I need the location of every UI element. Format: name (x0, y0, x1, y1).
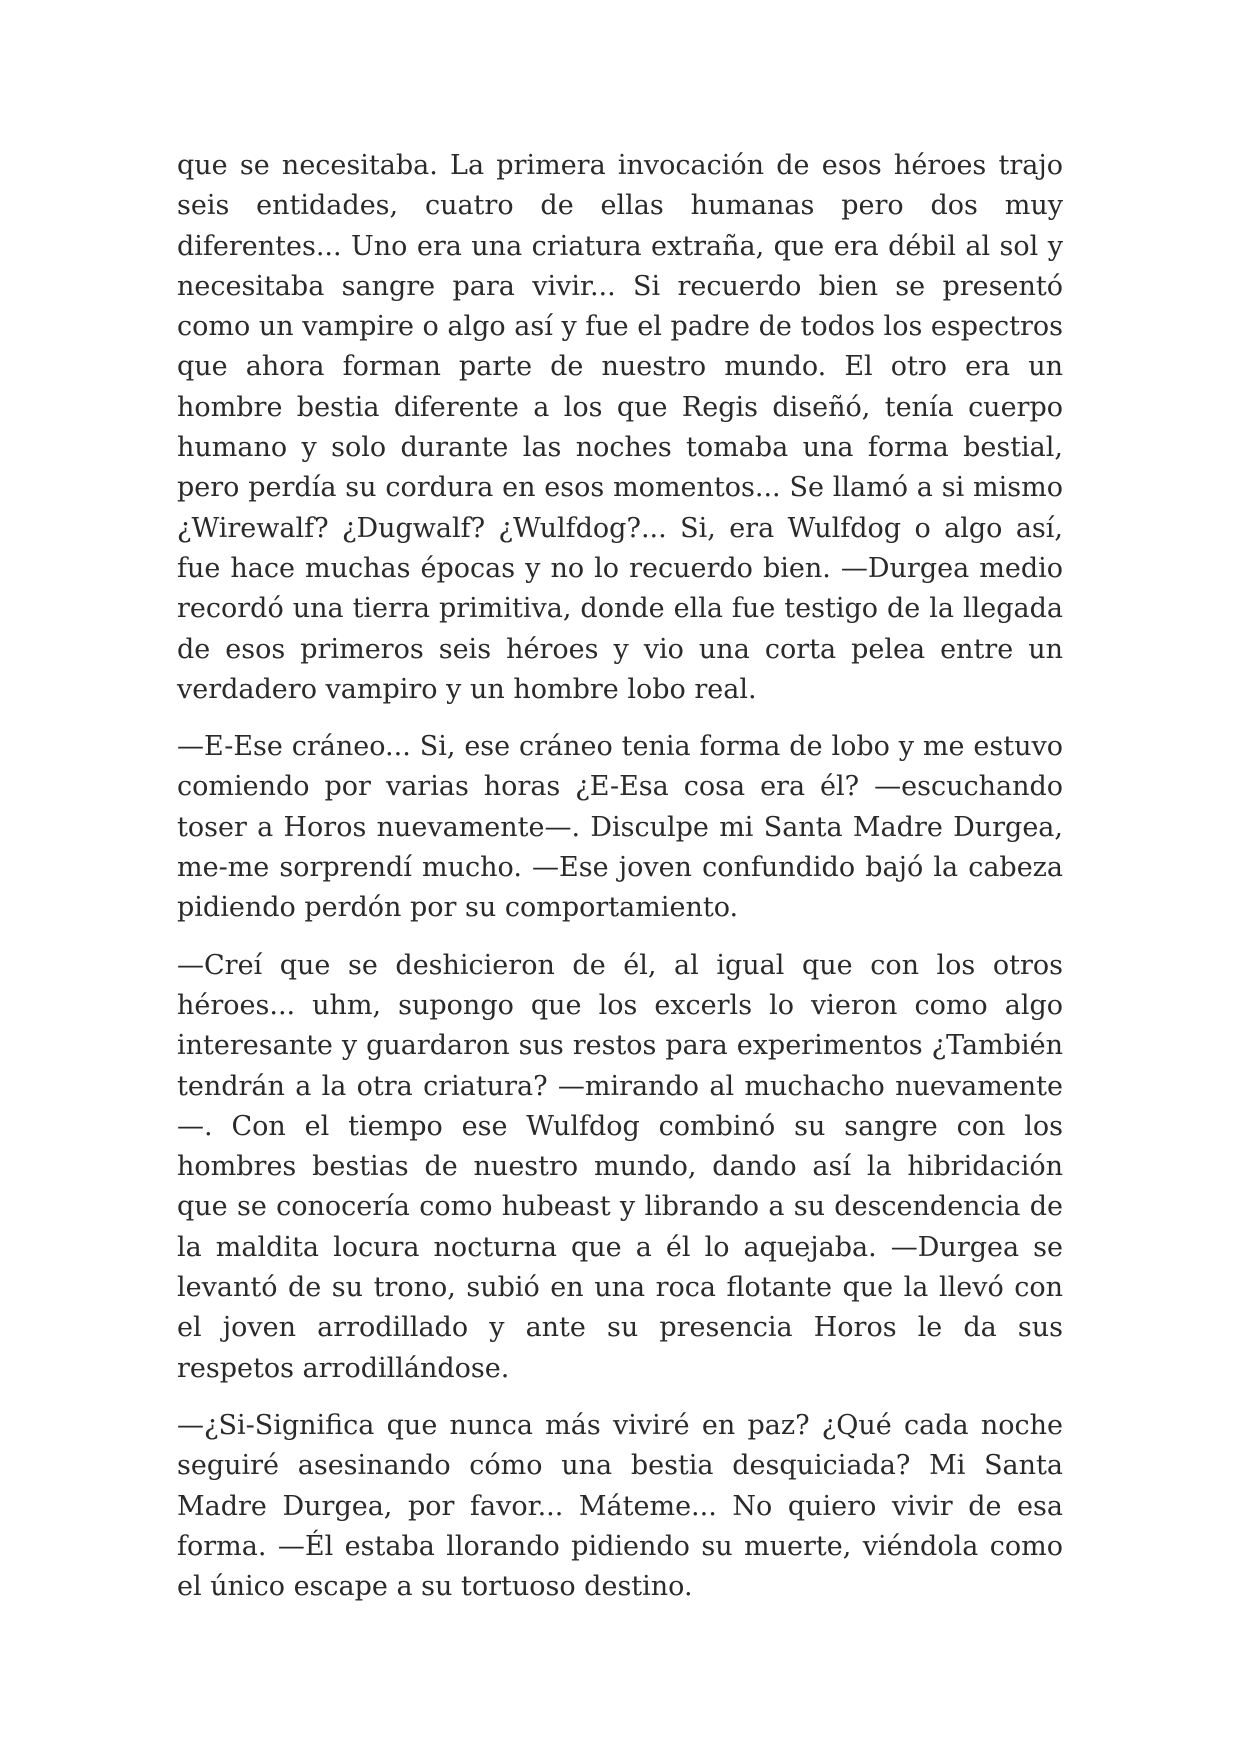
body-text (177, 146, 1063, 1624)
paragraph-3: —Creí que se deshicieron de él, al igual que con los otros héroes... uhm, supongo que los excerls lo vieron como algo interesante y guardaron sus restos para experimentos ¿También tendrán a la otra criatura? —mirando al muchacho nuevamente—. Con el tiempo ese Wulfdog combinó su sangre con los hombres bestias de nuestro mundo, dando así la hibridación que se conocería como hubeast y librando a su descendencia de la maldita locura nocturna que a él lo aquejaba. —Durgea se levantó de su trono, subió en una roca flotante que la llevó con el joven arrodillado y ante su presencia Horos le da sus respetos arrodillándose. (177, 949, 1063, 1384)
paragraph-4: —¿Si-Significa que nunca más viviré en paz? ¿Qué cada noche seguiré asesinando cómo una bestia desquiciada? Mi Santa Madre Durgea, por favor... Máteme... No quiero vivir de esa forma. —Él estaba llorando pidiendo su muerte, viéndola como el único escape a su tortuoso destino. (177, 1409, 1063, 1603)
paragraph-1: que se necesitaba. La primera invocación de esos héroes trajo seis entidades, cuatro de ellas humanas pero dos muy diferentes... Uno era una criatura extraña, que era débil al sol y necesitaba sangre para vivir... Si recuerdo bien se presentó como un vampire o algo así y fue el padre de todos los espectros que ahora forman parte de nuestro mundo. El otro era un hombre bestia diferente a los que Regis diseñó, tenía cuerpo humano y solo durante las noches tomaba una forma bestial, pero perdía su cordura en esos momentos... Se llamó a si mismo ¿Wirewalf? ¿Dugwalf? ¿Wulfdog?... Si, era Wulfdog o algo así, fue hace muchas épocas y no lo recuerdo bien. —Durgea medio recordó una tierra primitiva, donde ella fue testigo de la llegada de esos primeros seis héroes y vio una corta pelea entre un verdadero vampiro y un hombre lobo real. (177, 150, 1063, 705)
paragraph-2: —E-Ese cráneo... Si, ese cráneo tenia forma de lobo y me estuvo comiendo por varias horas ¿E-Esa cosa era él? —escuchando toser a Horos nuevamente—. Disculpe mi Santa Madre Durgea, me-me sorprendí mucho. —Ese joven confundido bajó la cabeza pidiendo perdón por su comportamiento. (177, 731, 1063, 924)
